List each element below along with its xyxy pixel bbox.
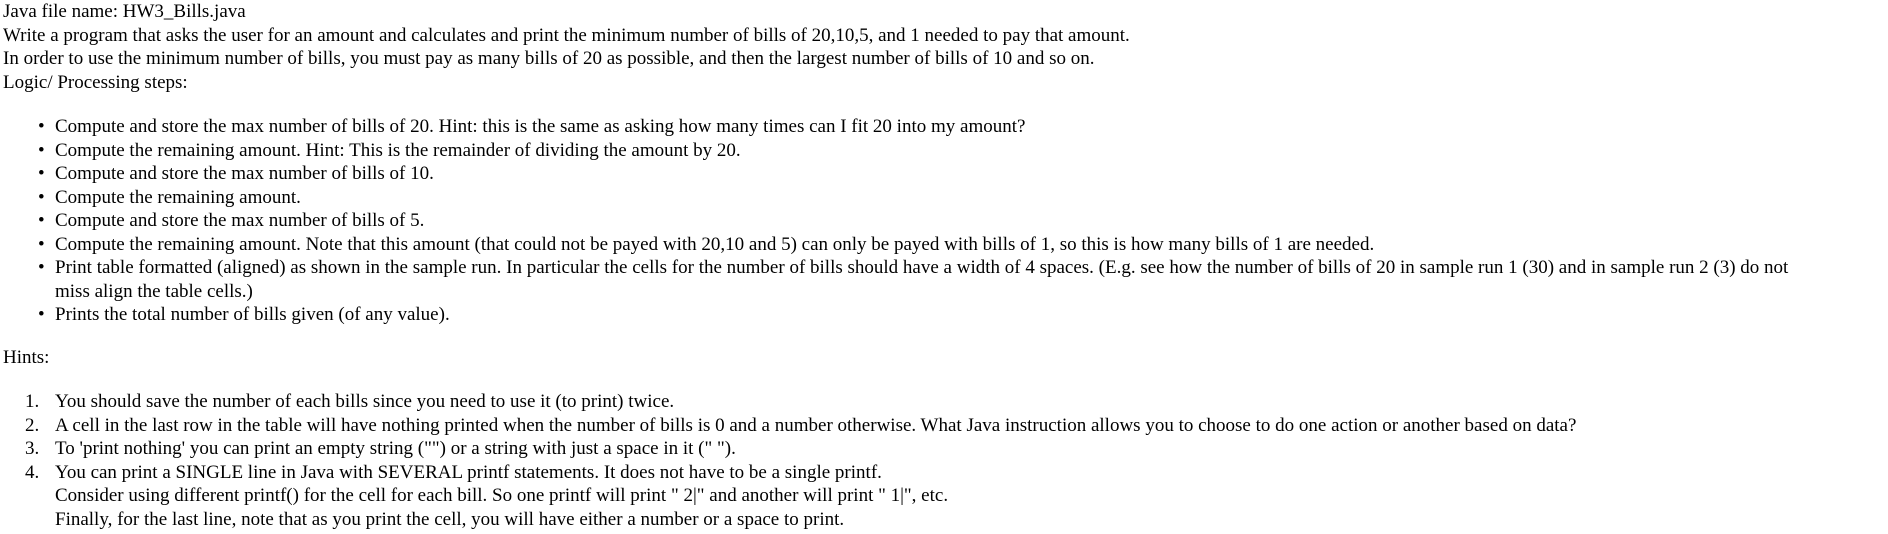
step-item [38, 139, 1888, 163]
logic-heading: Logic/ Processing steps: [3, 71, 188, 93]
hint-text: You can print a SINGLE line in Java with SEVERAL printf statements. It does not have to be a single printf. [55, 461, 882, 483]
step-text: Compute and store the max number of bills of 5. [55, 210, 425, 231]
bullet-icon: • [38, 116, 45, 137]
step-text: Prints the total number of bills given (of any value). [55, 304, 450, 325]
step-item [38, 115, 1888, 139]
hint-text: To 'print nothing' you can print an empty string ("") or a string with just a space in it (" "). [55, 438, 736, 459]
hint-item [25, 461, 1888, 532]
step-text: Compute the remaining amount. Hint: This is the remainder of dividing the amount by 20. [55, 139, 741, 161]
step-item [38, 256, 1888, 303]
hints-heading: Hints: [3, 346, 50, 368]
hint-item [25, 414, 1888, 438]
step-item [38, 209, 1888, 233]
bullet-icon: • [38, 257, 45, 278]
description-line-1: Write a program that asks the user for an amount and calculates and print the minimum number of bills of 20,10,5, and 1 needed to pay that amount. [3, 24, 1130, 46]
step-item [38, 233, 1888, 257]
step-text: Compute and store the max number of bills of 10. [55, 163, 434, 184]
bullet-icon: • [38, 186, 45, 208]
hint-number: 3. [25, 438, 40, 459]
bullet-icon: • [38, 139, 45, 161]
hint-number: 2. [25, 414, 40, 436]
description-line-2: In order to use the minimum number of bills, you must pay as many bills of 20 as possible, and then the largest number of bills of 10 and so on. [3, 48, 1095, 69]
file-name-line: Java file name: HW3_Bills.java [3, 1, 246, 22]
step-item [38, 186, 1888, 210]
step-text: Compute and store the max number of bills of 20. Hint: this is the same as asking how many times can I fit 20 into my amount? [55, 116, 1026, 137]
hints-list [3, 390, 1888, 531]
step-text: Print table formatted (aligned) as shown in the sample run. In particular the cells for the number of bills should have a width of 4 spaces. (E.g. see how the number of bills of 20 in sample run 1 (30) and in sample run 2 (3) do not [55, 257, 1789, 278]
step-text: Compute the remaining amount. Note that this amount (that could not be payed with 20,10 and 5) can only be payed with bills of 1, so this is how many bills of 1 are needed. [55, 233, 1375, 255]
hint-text: A cell in the last row in the table will have nothing printed when the number of bills is 0 and a number otherwise. What Java instruction allows you to choose to do one action or another based on data? [55, 414, 1577, 436]
bullet-icon: • [38, 210, 45, 231]
hint-text: You should save the number of each bills since you need to use it (to print) twice. [55, 391, 675, 412]
hint-text-line-2: Consider using different printf() for the cell for each bill. So one printf will print " 2|" and another will print " 1|", etc. [55, 485, 949, 506]
hint-text-line-3: Finally, for the last line, note that as you print the cell, you will have either a number or a space to print. [55, 508, 845, 530]
bullet-icon: • [38, 163, 45, 184]
hint-number: 4. [25, 461, 40, 483]
hint-item [25, 437, 1888, 461]
step-text: Compute the remaining amount. [55, 186, 301, 208]
hint-item [25, 390, 1888, 414]
step-text-continuation: miss align the table cells.) [55, 280, 253, 302]
hint-number: 1. [25, 391, 40, 412]
step-item [38, 303, 1888, 327]
step-item [38, 162, 1888, 186]
processing-steps-list [3, 115, 1888, 327]
bullet-icon: • [38, 233, 45, 255]
bullet-icon: • [38, 304, 45, 325]
